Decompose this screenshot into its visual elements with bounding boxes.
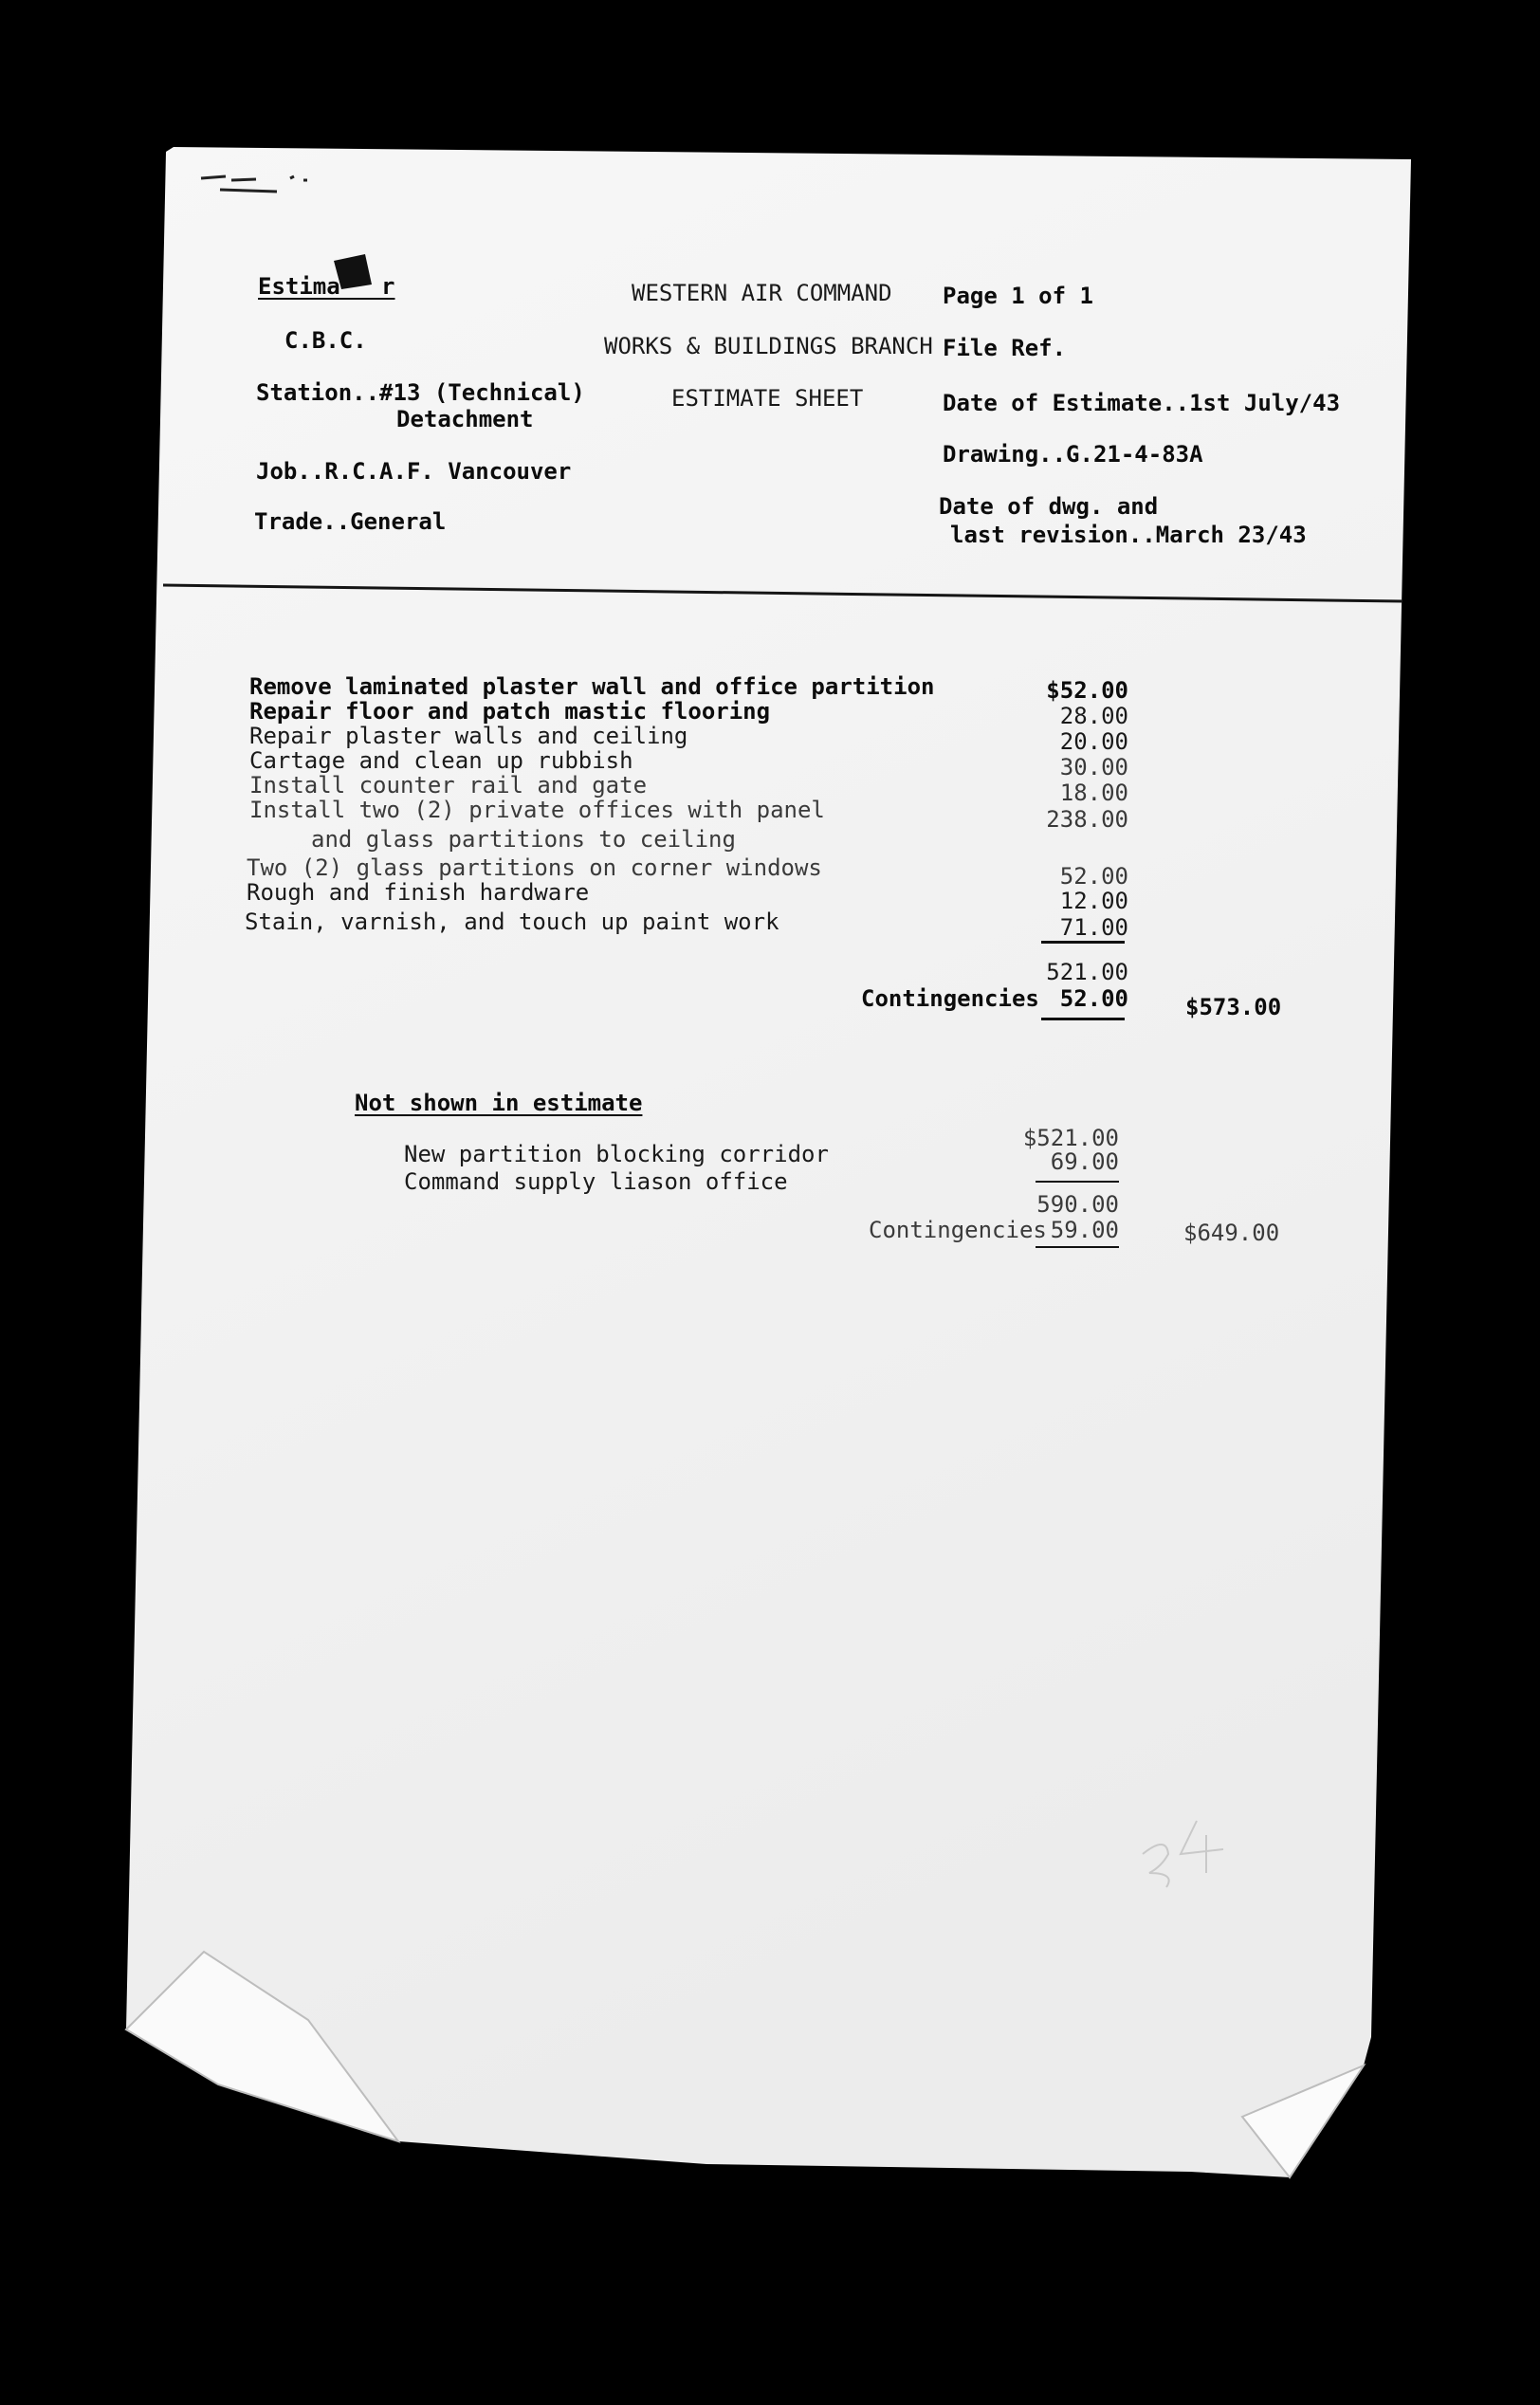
estimator-label: Estima r xyxy=(258,273,395,300)
list-item: Repair floor and patch mastic flooring xyxy=(249,698,771,725)
item-amount: 20.00 xyxy=(1059,728,1128,755)
job-label: Job..R.C.A.F. Vancouver xyxy=(256,458,572,485)
list-item: Stain, varnish, and touch up paint work xyxy=(245,909,779,935)
total-rule xyxy=(1041,1018,1125,1020)
item-amount: 12.00 xyxy=(1059,888,1128,914)
dwg-date-line-1: Date of dwg. and xyxy=(939,493,1159,520)
list-item: Repair plaster walls and ceiling xyxy=(249,723,688,749)
station-line-1: Station..#13 (Technical) xyxy=(256,379,585,406)
list-item: Install counter rail and gate xyxy=(249,772,648,799)
item-amount: 30.00 xyxy=(1059,754,1128,780)
item-amount: 238.00 xyxy=(1046,806,1128,833)
list-item: New partition blocking corridor xyxy=(404,1141,829,1167)
item-amount: $521.00 xyxy=(1022,1125,1119,1151)
branch-title: WORKS & BUILDINGS BRANCH xyxy=(604,333,933,359)
estimate-total: $573.00 xyxy=(1185,994,1282,1020)
item-amount: 28.00 xyxy=(1059,703,1128,729)
not-shown-subtotal: 590.00 xyxy=(1036,1191,1119,1218)
subtotal-rule xyxy=(1036,1181,1119,1183)
list-item: Install two (2) private offices with panel xyxy=(249,797,825,823)
subtotal-rule xyxy=(1041,941,1125,944)
item-amount: 52.00 xyxy=(1059,863,1128,890)
list-item: Cartage and clean up rubbish xyxy=(249,747,633,774)
estimate-subtotal: 521.00 xyxy=(1046,959,1128,985)
contingencies-amount: 59.00 xyxy=(1050,1217,1119,1243)
list-item: and glass partitions to ceiling xyxy=(311,826,736,853)
list-item: Two (2) glass partitions on corner windows xyxy=(247,854,822,881)
station-line-2: Detachment xyxy=(396,406,534,432)
list-item: Remove laminated plaster wall and office partition xyxy=(249,673,935,700)
cbc-label: C.B.C. xyxy=(284,327,367,354)
not-shown-heading: Not shown in estimate xyxy=(355,1090,643,1116)
item-amount: 71.00 xyxy=(1059,914,1128,941)
page-number: Page 1 of 1 xyxy=(943,283,1093,309)
list-item: Rough and finish hardware xyxy=(247,879,590,906)
sheet-title: ESTIMATE SHEET xyxy=(671,385,864,412)
contingencies-amount: 52.00 xyxy=(1059,985,1128,1012)
list-item: Command supply liason office xyxy=(404,1168,788,1195)
total-rule xyxy=(1036,1246,1119,1248)
item-amount: 18.00 xyxy=(1059,780,1128,806)
contingencies-label: Contingencies xyxy=(861,985,1039,1012)
item-amount: 69.00 xyxy=(1050,1148,1119,1175)
date-of-estimate: Date of Estimate..1st July/43 xyxy=(943,390,1341,416)
org-title: WESTERN AIR COMMAND xyxy=(632,280,892,306)
dwg-date-line-2: last revision..March 23/43 xyxy=(950,522,1307,548)
trade-label: Trade..General xyxy=(254,508,447,535)
file-ref: File Ref. xyxy=(943,335,1067,361)
not-shown-total: $649.00 xyxy=(1183,1220,1280,1246)
drawing-number: Drawing..G.21-4-83A xyxy=(943,441,1203,468)
item-amount: $52.00 xyxy=(1046,677,1128,704)
contingencies-label: Contingencies xyxy=(869,1217,1047,1243)
